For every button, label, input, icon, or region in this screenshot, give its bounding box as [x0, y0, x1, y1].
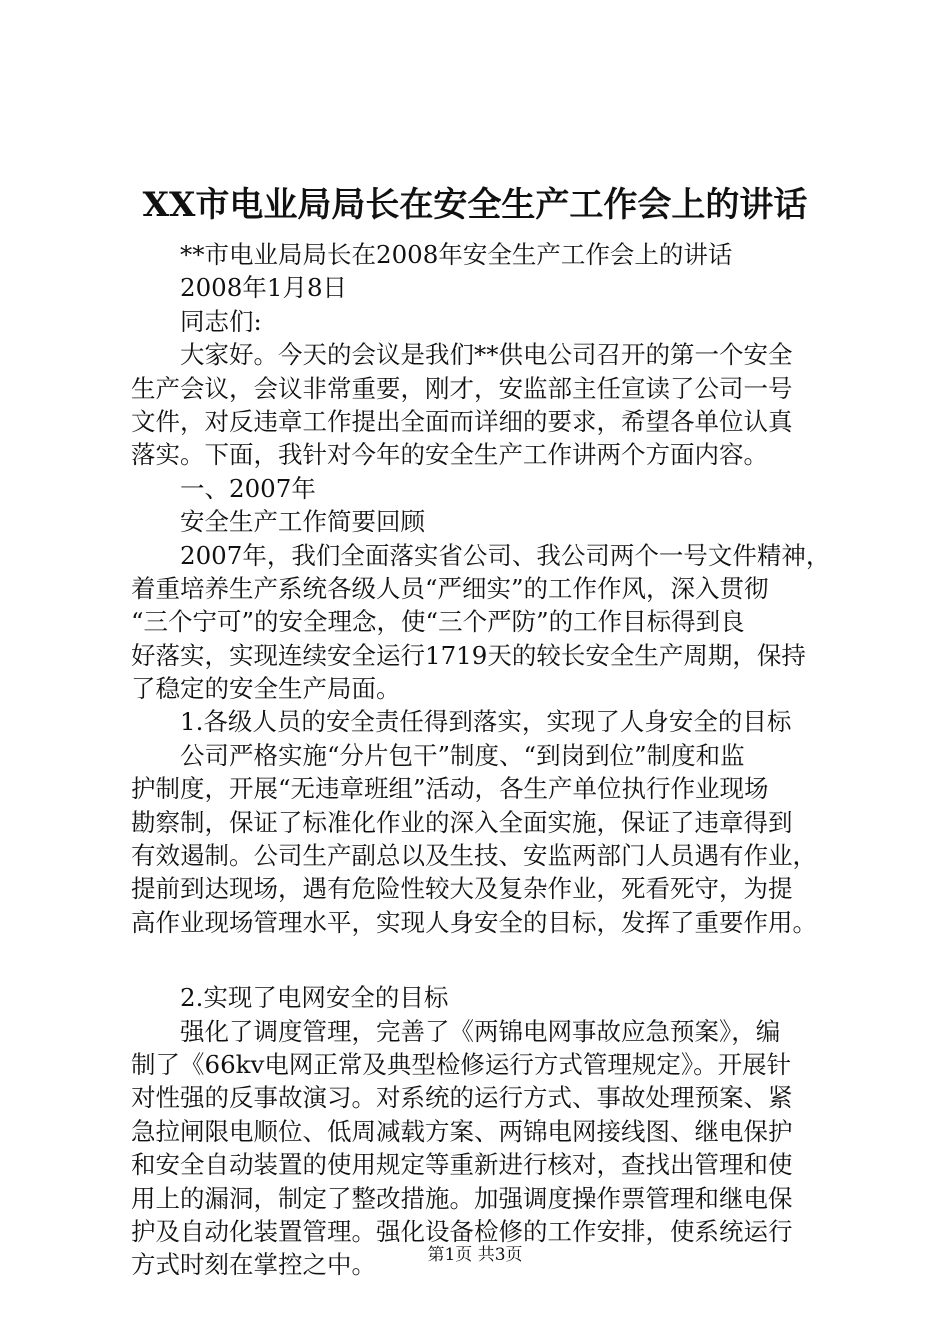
- paragraph-line: 了稳定的安全生产局面。: [131, 674, 401, 704]
- paragraph-line: 制了《66kv电网正常及典型检修运行方式管理规定》。开展针: [131, 1049, 792, 1079]
- paragraph-line: 有效遏制。公司生产副总以及生技、安监两部门人员遇有作业，: [131, 841, 817, 871]
- paragraph-line: 方式时刻在掌控之中。: [131, 1250, 376, 1280]
- paragraph-line: 2007年，我们全面落实省公司、我公司两个一号文件精神，: [180, 540, 831, 570]
- paragraph-line: 落实。下面，我针对今年的安全生产工作讲两个方面内容。: [131, 440, 768, 470]
- paragraph-line: 提前到达现场，遇有危险性较大及复杂作业，死看死守，为提: [131, 874, 793, 904]
- paragraph-line: 高作业现场管理水平，实现人身安全的目标，发挥了重要作用。: [131, 907, 817, 937]
- subtitle-line: **市电业局局长在2008年安全生产工作会上的讲话: [180, 240, 733, 269]
- paragraph-line: 和安全自动装置的使用规定等重新进行核对，查找出管理和使: [131, 1150, 793, 1180]
- paragraph-spacer: [131, 939, 851, 981]
- paragraph-line: 勘察制，保证了标准化作业的深入全面实施，保证了违章得到: [131, 807, 793, 837]
- paragraph-line: 对性强的反事故演习。对系统的运行方式、事故处理预案、紧: [131, 1083, 793, 1113]
- document-title: XX市电业局局长在安全生产工作会上的讲话: [142, 185, 808, 225]
- paragraph-line: 用上的漏洞，制定了整改措施。加强调度操作票管理和继电保: [131, 1183, 793, 1213]
- paragraph-line: 生产会议，会议非常重要，刚才，安监部主任宣读了公司一号: [131, 373, 793, 403]
- section-heading: 一、2007年: [180, 473, 316, 503]
- paragraph-line: 护及自动化装置管理。强化设备检修的工作安排，使系统运行: [131, 1216, 793, 1246]
- page-footer: 第1页 共3页: [427, 1245, 523, 1265]
- paragraph-line: 好落实，实现连续安全运行1719天的较长安全生产周期，保持: [131, 640, 806, 670]
- date-line: 2008年1月8日: [180, 273, 348, 303]
- paragraph-line: “三个宁可”的安全理念，使“三个严防”的工作目标得到良: [131, 607, 745, 637]
- document-body: [131, 238, 851, 1282]
- paragraph-line: 急拉闸限电顺位、低周减载方案、两锦电网接线图、继电保护: [131, 1116, 793, 1146]
- subsection-heading: 2.实现了电网安全的目标: [180, 983, 449, 1013]
- salutation-line: 同志们:: [180, 306, 262, 336]
- paragraph-line: 着重培养生产系统各级人员“严细实”的工作作风，深入贯彻: [131, 573, 769, 603]
- subsection-heading: 1.各级人员的安全责任得到落实，实现了人身安全的目标: [180, 707, 792, 737]
- paragraph-line: 公司严格实施“分片包干”制度、“到岗到位”制度和监: [180, 740, 745, 770]
- paragraph-line: 护制度，开展“无违章班组”活动，各生产单位执行作业现场: [131, 774, 769, 804]
- section-heading: 安全生产工作简要回顾: [180, 507, 425, 537]
- paragraph-line: 大家好。今天的会议是我们**供电公司召开的第一个安全: [180, 340, 793, 370]
- paragraph-line: 文件，对反违章工作提出全面而详细的要求，希望各单位认真: [131, 406, 793, 436]
- paragraph-line: 强化了调度管理，完善了《两锦电网事故应急预案》，编: [180, 1016, 781, 1046]
